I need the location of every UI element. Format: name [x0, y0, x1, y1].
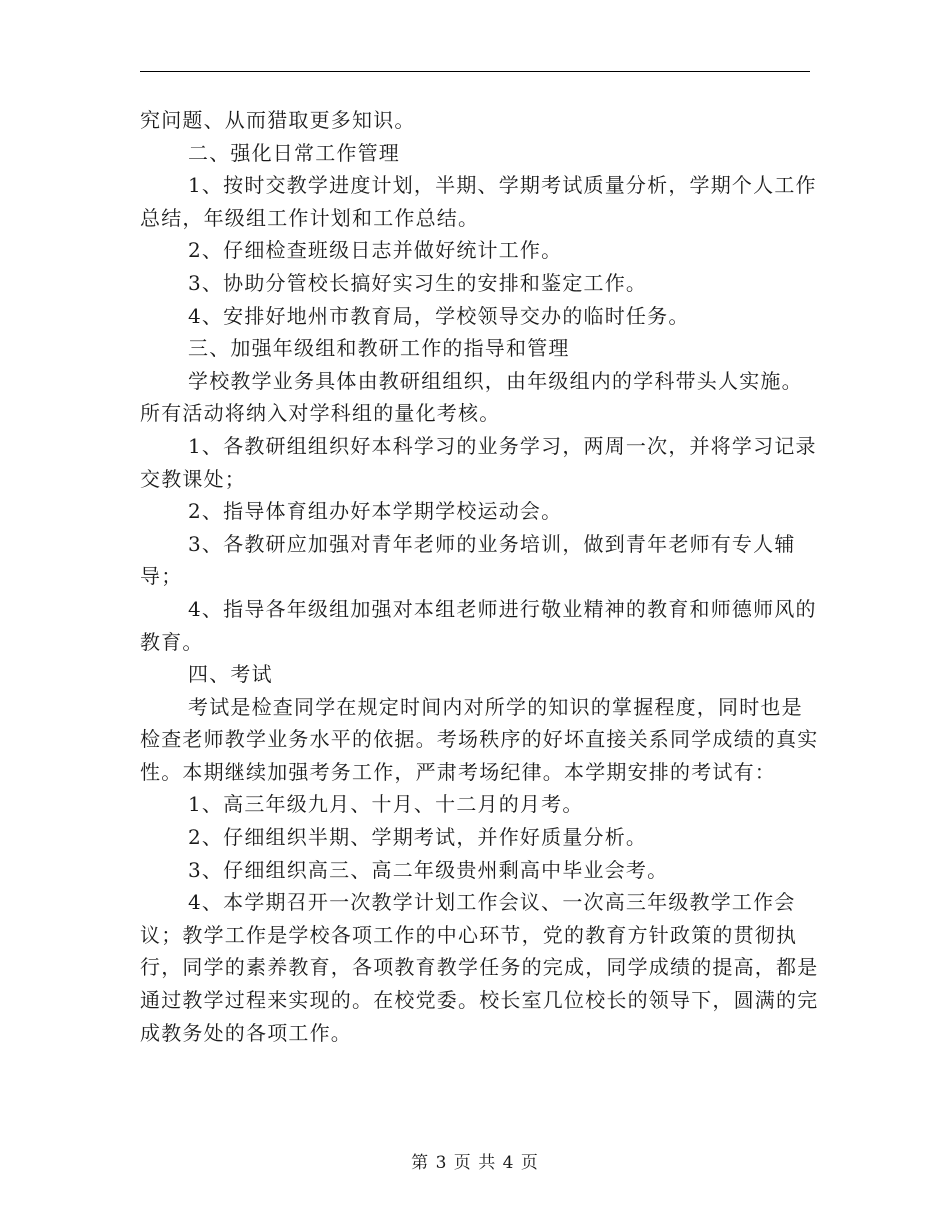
- paragraph: 3、仔细组织高三、高二年级贵州剩高中毕业会考。: [188, 857, 669, 882]
- paragraph: 1、各教研组组织好本科学习的业务学习，两周一次，并将学习记录交教课处；: [140, 433, 817, 491]
- paragraph: 4、本学期召开一次教学计划工作会议、一次高三年级教学工作会议；教学工作是学校各项工作的中心环节，党的教育方针政策的贯彻执行，同学的素养教育，各项教育教学任务的完成，同学成绩的提高，都是通过教学过程来实现的。在校党委。校长室几位校长的领导下，圆满的完成教务处的各项工作。: [140, 890, 819, 1045]
- paragraph: 2、仔细组织半期、学期考试，并作好质量分析。: [188, 825, 648, 850]
- paragraph: 1、按时交教学进度计划，半期、学期考试质量分析，学期个人工作总结，年级组工作计划和工作总结。: [140, 173, 817, 230]
- paragraph: 3、各教研应加强对青年老师的业务培训，做到青年老师有专人辅导；: [140, 531, 796, 589]
- document-body: [140, 104, 820, 1049]
- paragraph: 3、协助分管校长搞好实习生的安排和鉴定工作。: [188, 270, 648, 295]
- page-number-footer: 第 3 页 共 4 页: [411, 1153, 539, 1173]
- section-heading: 三、加强年级组和教研工作的指导和管理: [188, 336, 570, 361]
- paragraph: 4、指导各年级组加强对本组老师进行敬业精神的教育和师德师风的教育。: [140, 596, 817, 654]
- paragraph: 2、仔细检查班级日志并做好统计工作。: [188, 238, 563, 263]
- section-heading: 二、强化日常工作管理: [188, 140, 400, 165]
- paragraph: 考试是检查同学在规定时间内对所学的知识的掌握程度，同时也是检查老师教学业务水平的依据。考场秩序的好坏直接关系同学成绩的真实性。本期继续加强考务工作，严肃考场纪律。本学期安排的考试有：: [140, 694, 819, 784]
- paragraph: 4、安排好地州市教育局，学校领导交办的临时任务。: [188, 303, 690, 328]
- paragraph: 学校教学业务具体由教研组组织，由年级组内的学科带头人实施。所有活动将纳入对学科组的量化考核。: [140, 368, 803, 426]
- paragraph: 1、高三年级九月、十月、十二月的月考。: [188, 792, 584, 817]
- paragraph: 究问题、从而猎取更多知识。: [140, 108, 416, 132]
- section-heading: 四、考试: [188, 662, 273, 687]
- paragraph: 2、指导体育组办好本学期学校运动会。: [188, 499, 563, 524]
- header-rule: [140, 71, 810, 72]
